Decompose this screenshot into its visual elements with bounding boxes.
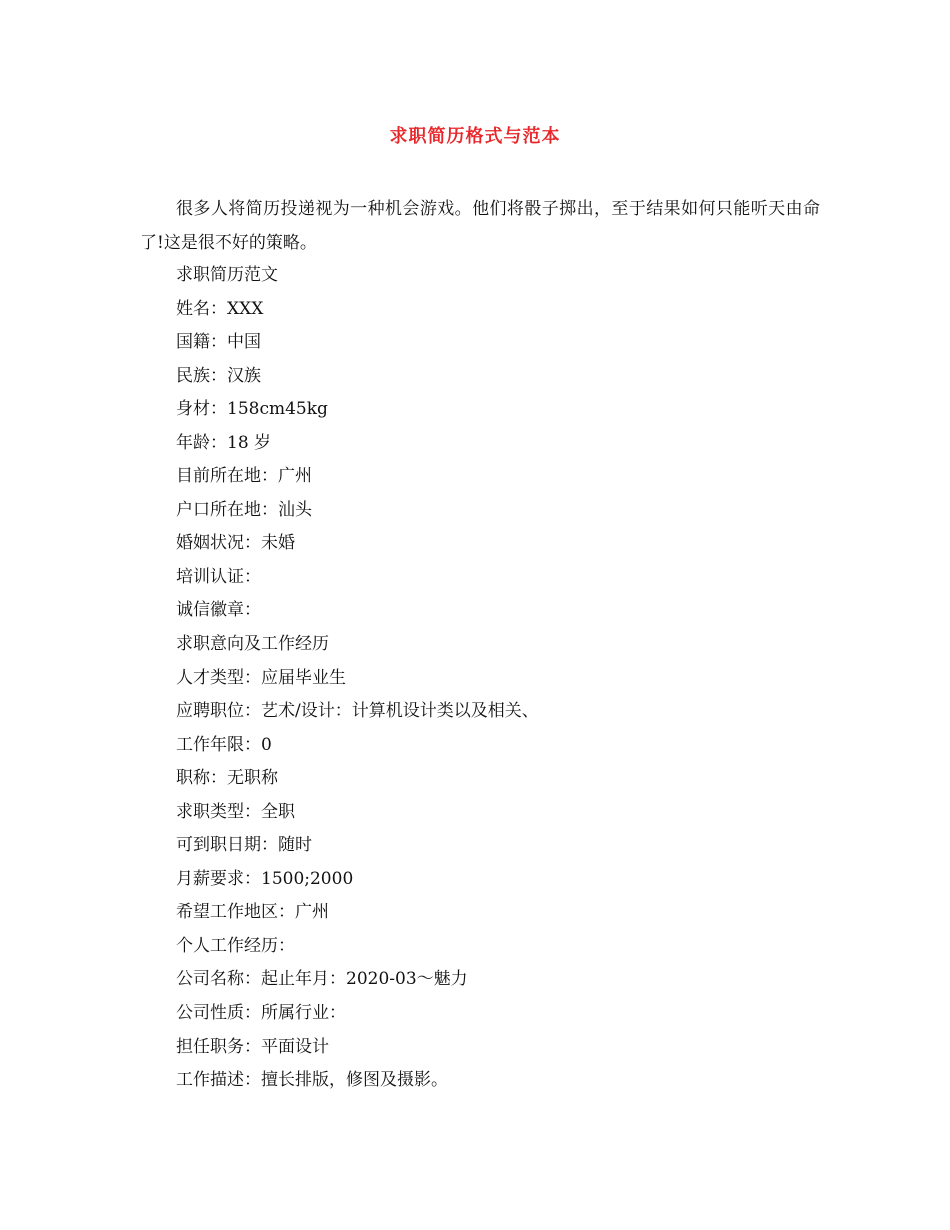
resume-line: 目前所在地：广州 bbox=[176, 466, 312, 487]
resume-line: 工作描述：擅长排版，修图及摄影。 bbox=[176, 1070, 448, 1091]
resume-line: 婚姻状况：未婚 bbox=[176, 533, 295, 554]
document-title: 求职简历格式与范本 bbox=[389, 126, 561, 147]
resume-line: 个人工作经历： bbox=[176, 935, 295, 956]
resume-line: 职称：无职称 bbox=[176, 768, 278, 789]
intro-paragraph: 很多人将简历投递视为一种机会游戏。他们将骰子掷出，至于结果如何只能听天由命了!这是很不好的策略。 bbox=[140, 199, 820, 253]
resume-line: 公司性质：所属行业： bbox=[176, 1003, 346, 1024]
resume-line: 担任职务：平面设计 bbox=[176, 1036, 329, 1057]
resume-line: 姓名：XXX bbox=[176, 298, 264, 319]
resume-line: 诚信徽章： bbox=[176, 600, 261, 621]
resume-line: 人才类型：应届毕业生 bbox=[176, 667, 346, 688]
resume-line: 求职简历范文 bbox=[176, 265, 278, 285]
resume-line: 月薪要求：1500;2000 bbox=[176, 868, 354, 889]
resume-line: 求职类型：全职 bbox=[176, 801, 295, 822]
resume-line: 希望工作地区：广州 bbox=[176, 902, 329, 923]
resume-line: 年龄：18 岁 bbox=[176, 432, 272, 453]
resume-line: 户口所在地：汕头 bbox=[176, 499, 312, 520]
resume-lines bbox=[176, 259, 539, 1098]
resume-line: 国籍：中国 bbox=[176, 332, 261, 353]
resume-line: 民族：汉族 bbox=[176, 365, 261, 386]
resume-line: 求职意向及工作经历 bbox=[176, 634, 329, 655]
resume-line: 公司名称：起止年月：2020-03～魅力 bbox=[176, 969, 468, 990]
resume-line: 可到职日期：随时 bbox=[176, 835, 312, 856]
resume-line: 身材：158cm45kg bbox=[176, 399, 328, 420]
resume-line: 培训认证： bbox=[176, 566, 261, 587]
resume-line: 应聘职位：艺术/设计：计算机设计类以及相关、 bbox=[176, 701, 539, 722]
resume-line: 工作年限：0 bbox=[176, 734, 272, 755]
